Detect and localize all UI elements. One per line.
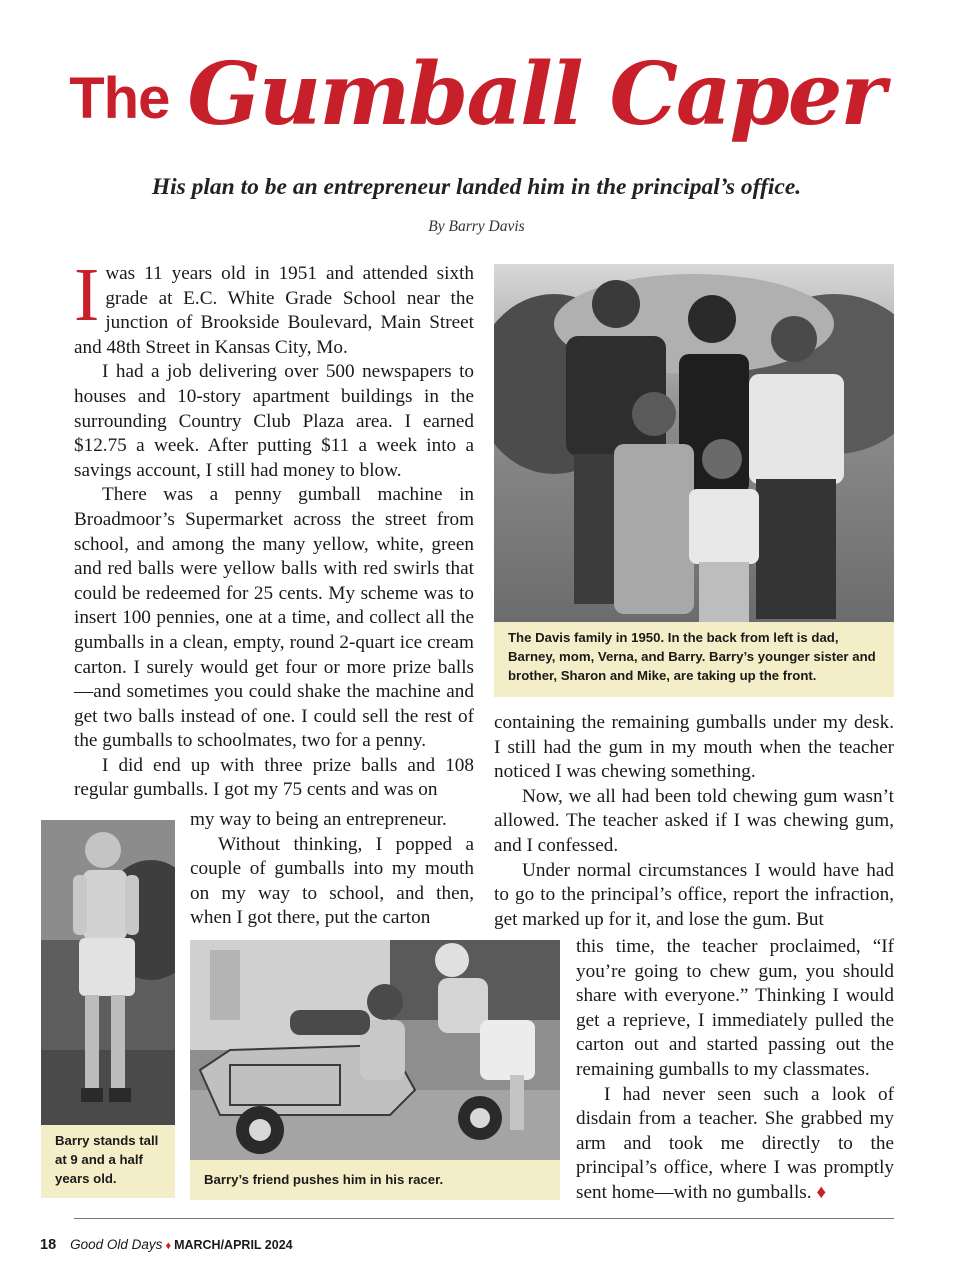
- title-main: Gumball Caper: [187, 44, 884, 145]
- paragraph-4-continued: my way to being an entrepreneur.: [190, 809, 447, 830]
- family-photo: [494, 264, 894, 622]
- column-left-top: [74, 253, 474, 803]
- boy-photo-image: [41, 820, 175, 1125]
- paragraph-7-continued: this time, the teacher proclaimed, “If you’re going to chew gum, you should share with everyone.” Thinking I would get a reprieve, I immediately pulled the carton out and started passing out the remaining gumballs to my classmates.: [576, 936, 894, 1080]
- column-left-bottom: [190, 808, 474, 931]
- drop-cap: I: [74, 253, 100, 337]
- paragraph-6: Now, we all had been told chewing gum wasn’t allowed. The teacher asked if I was chewing gum, and I confessed.: [494, 785, 894, 856]
- column-right-top: [494, 711, 894, 932]
- title-the: The: [69, 66, 170, 131]
- paragraph-4: I did end up with three prize balls and 108 regular gumballs. I got my 75 cents and was on: [74, 754, 474, 801]
- racer-photo-image: [190, 940, 560, 1160]
- racer-photo: [190, 940, 560, 1160]
- paragraph-2: I had a job delivering over 500 newspapers to houses and 10-story apartment buildings in the surrounding Country Club Plaza area. I earned $12.75 a week. After putting $11 a week into a savings account, I still had money to blow.: [74, 361, 474, 481]
- boy-photo-caption: Barry stands tall at 9 and a half years old.: [41, 1125, 175, 1198]
- boy-photo: [41, 820, 175, 1125]
- family-photo-image: [494, 264, 894, 622]
- paragraph-5: Without thinking, I popped a couple of gumballs into my mouth on my way to school, and then, when I got there, put the carton: [190, 833, 474, 929]
- racer-photo-caption: Barry’s friend pushes him in his racer.: [190, 1160, 560, 1200]
- end-mark-icon: ♦: [816, 1181, 827, 1203]
- article-subtitle: His plan to be an entrepreneur landed him in the principal’s office.: [151, 174, 802, 200]
- paragraph-8: I had never seen such a look of disdain from a teacher. She grabbed my arm and took me directly to the principal’s office, where I was promptly sent home—with no gumballs. ♦: [576, 1083, 894, 1203]
- issue-date: MARCH/APRIL 2024: [174, 1238, 293, 1252]
- paragraph-1: Iwas 11 years old in 1951 and attended sixth grade at E.C. White Grade School near the junction of Brookside Boulevard, Main Street and 48th Street in Kansas City, Mo.: [74, 253, 474, 358]
- magazine-name: Good Old Days: [70, 1237, 163, 1252]
- page-number: 18: [40, 1237, 57, 1253]
- paragraph-5-continued: containing the remaining gumballs under my desk. I still had the gum in my mouth when the teacher noticed I was chewing something.: [494, 712, 894, 783]
- paragraph-7: Under normal circumstances I would have had to go to the principal’s office, report the infraction, get marked up for it, and lose the gum. But: [494, 859, 894, 930]
- diamond-separator-icon: ♦: [165, 1240, 172, 1252]
- footer-rule: [74, 1218, 894, 1219]
- page-footer: [40, 1237, 293, 1253]
- paragraph-3: There was a penny gumball machine in Broadmoor’s Supermarket across the street from school, and among the many yellow, white, green and red balls were yellow balls with red swirls that could be redeemed for 25 cents. My scheme was to insert 100 pennies, one at a time, and collect all the gumballs in a clean, empty, round 2-quart ice cream carton. I surely would get four or more prize balls—and sometimes you could shake the machine and get two balls instead of one. I could sell the rest of the gumballs to schoolmates, two for a penny.: [74, 484, 474, 752]
- family-photo-caption: The Davis family in 1950. In the back from left is dad, Barney, mom, Verna, and Barry. Barry’s younger sister and brother, Sharon and Mike, are taking up the front.: [494, 622, 894, 697]
- column-right-bottom: [576, 935, 894, 1206]
- article-title: [0, 44, 953, 145]
- article-byline: By Barry Davis: [428, 218, 525, 235]
